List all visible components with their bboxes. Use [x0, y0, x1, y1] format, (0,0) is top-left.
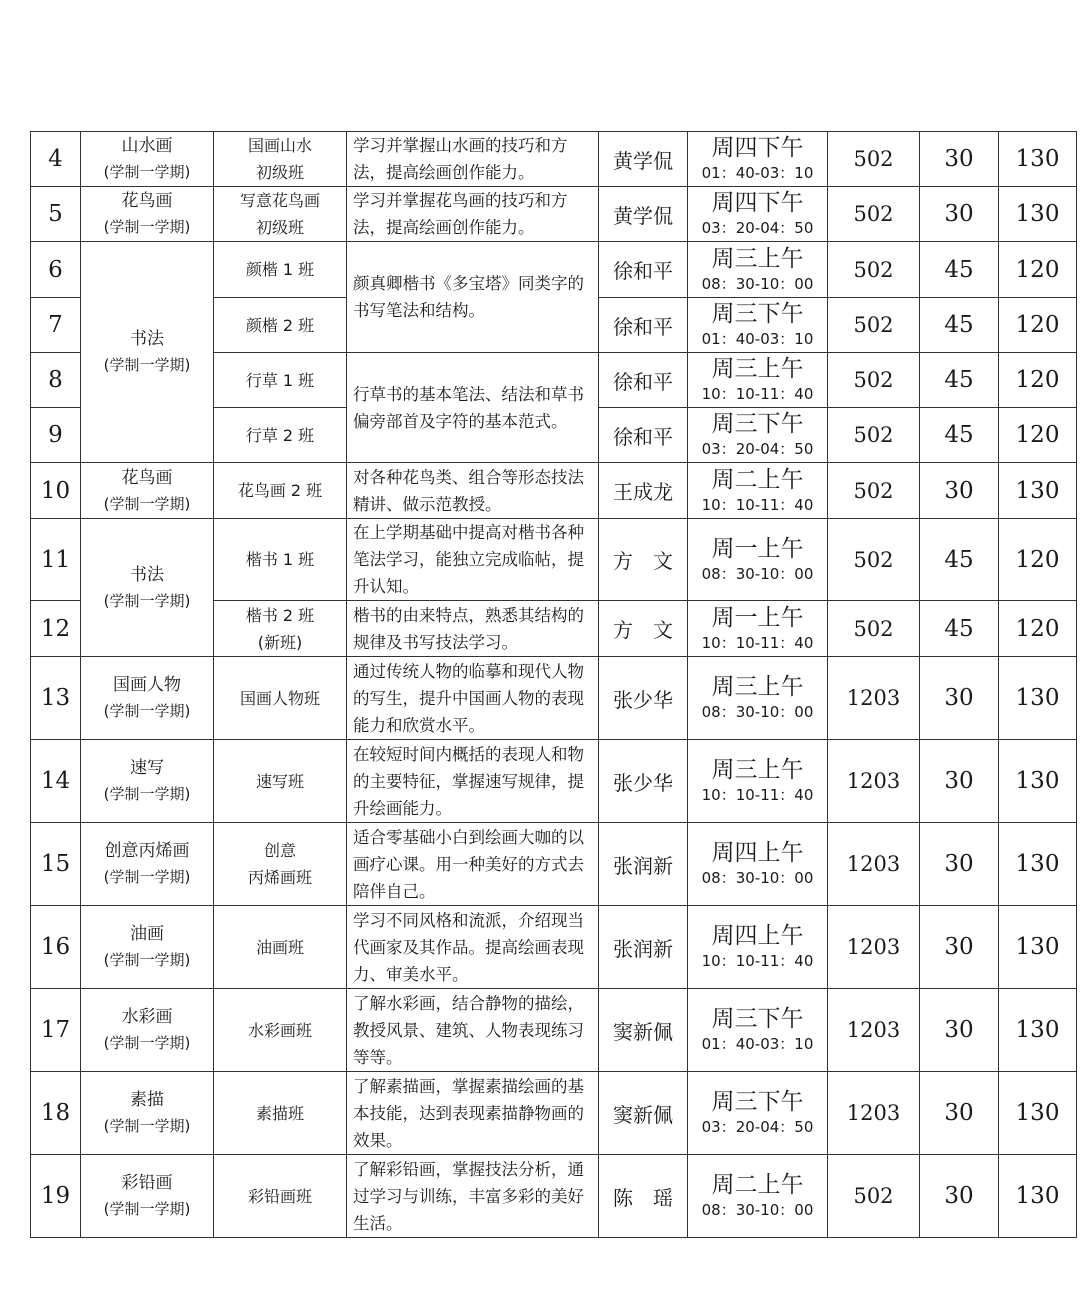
fee: 120	[999, 408, 1077, 463]
row-number: 17	[31, 989, 81, 1072]
teacher: 窦新佩	[599, 1072, 688, 1155]
capacity: 45	[920, 353, 999, 408]
course-name: 油画 (学制一学期)	[81, 906, 214, 989]
capacity: 30	[920, 906, 999, 989]
course-schedule-table	[30, 131, 1077, 1238]
course-name: 书法 (学制一学期)	[81, 242, 214, 463]
table-row	[31, 657, 1077, 740]
course-description: 颜真卿楷书《多宝塔》同类字的书写笔法和结构。	[347, 242, 599, 353]
class-name: 颜楷 2 班	[214, 298, 347, 353]
teacher: 方 文	[599, 519, 688, 601]
course-description: 了解彩铅画，掌握技法分析，通过学习与训练，丰富多彩的美好生活。	[347, 1155, 599, 1238]
course-description: 在较短时间内概括的表现人和物的主要特征，掌握速写规律，提升绘画能力。	[347, 740, 599, 823]
capacity: 30	[920, 187, 999, 242]
fee: 130	[999, 657, 1077, 740]
course-description: 对各种花鸟类、组合等形态技法精讲、做示范教授。	[347, 463, 599, 519]
class-time: 周二上午 10：10-11：40	[688, 463, 828, 519]
teacher: 徐和平	[599, 408, 688, 463]
class-time: 周三下午 03：20-04：50	[688, 1072, 828, 1155]
room: 502	[828, 132, 920, 187]
course-name: 素描 (学制一学期)	[81, 1072, 214, 1155]
capacity: 45	[920, 298, 999, 353]
teacher: 方 文	[599, 601, 688, 657]
row-number: 6	[31, 242, 81, 298]
room: 1203	[828, 740, 920, 823]
fee: 130	[999, 463, 1077, 519]
row-number: 9	[31, 408, 81, 463]
class-name: 行草 1 班	[214, 353, 347, 408]
class-name: 写意花鸟画 初级班	[214, 187, 347, 242]
course-description: 在上学期基础中提高对楷书各种笔法学习，能独立完成临帖，提升认知。	[347, 519, 599, 601]
class-time: 周四下午 01：40-03：10	[688, 132, 828, 187]
fee: 130	[999, 132, 1077, 187]
fee: 130	[999, 187, 1077, 242]
teacher: 王成龙	[599, 463, 688, 519]
course-description: 学习并掌握山水画的技巧和方法，提高绘画创作能力。	[347, 132, 599, 187]
row-number: 7	[31, 298, 81, 353]
table-row	[31, 989, 1077, 1072]
course-description: 楷书的由来特点，熟悉其结构的规律及书写技法学习。	[347, 601, 599, 657]
fee: 130	[999, 823, 1077, 906]
row-number: 5	[31, 187, 81, 242]
class-time: 周二上午 08：30-10：00	[688, 1155, 828, 1238]
fee: 130	[999, 906, 1077, 989]
course-description: 了解水彩画，结合静物的描绘，教授风景、建筑、人物表现练习等等。	[347, 989, 599, 1072]
class-name: 国画山水 初级班	[214, 132, 347, 187]
table-row	[31, 187, 1077, 242]
teacher: 徐和平	[599, 353, 688, 408]
course-description: 通过传统人物的临摹和现代人物的写生，提升中国画人物的表现能力和欣赏水平。	[347, 657, 599, 740]
room: 502	[828, 408, 920, 463]
capacity: 30	[920, 740, 999, 823]
room: 502	[828, 1155, 920, 1238]
row-number: 4	[31, 132, 81, 187]
room: 1203	[828, 989, 920, 1072]
capacity: 30	[920, 823, 999, 906]
table-row	[31, 823, 1077, 906]
fee: 120	[999, 601, 1077, 657]
teacher: 徐和平	[599, 298, 688, 353]
teacher: 陈 瑶	[599, 1155, 688, 1238]
class-time: 周三上午 10：10-11：40	[688, 353, 828, 408]
course-description: 行草书的基本笔法、结法和草书偏旁部首及字符的基本范式。	[347, 353, 599, 463]
class-time: 周四上午 10：10-11：40	[688, 906, 828, 989]
row-number: 13	[31, 657, 81, 740]
class-time: 周四上午 08：30-10：00	[688, 823, 828, 906]
class-name: 国画人物班	[214, 657, 347, 740]
row-number: 18	[31, 1072, 81, 1155]
class-name: 颜楷 1 班	[214, 242, 347, 298]
class-name: 速写班	[214, 740, 347, 823]
teacher: 张少华	[599, 740, 688, 823]
class-time: 周四下午 03：20-04：50	[688, 187, 828, 242]
class-time: 周一上午 10：10-11：40	[688, 601, 828, 657]
row-number: 10	[31, 463, 81, 519]
room: 502	[828, 242, 920, 298]
fee: 120	[999, 519, 1077, 601]
teacher: 黄学侃	[599, 132, 688, 187]
fee: 130	[999, 1072, 1077, 1155]
course-name: 书法 (学制一学期)	[81, 519, 214, 657]
class-name: 彩铅画班	[214, 1155, 347, 1238]
class-name: 油画班	[214, 906, 347, 989]
course-description: 学习不同风格和流派，介绍现当代画家及其作品。提高绘画表现力、审美水平。	[347, 906, 599, 989]
row-number: 19	[31, 1155, 81, 1238]
capacity: 45	[920, 519, 999, 601]
capacity: 30	[920, 463, 999, 519]
row-number: 16	[31, 906, 81, 989]
course-name: 创意丙烯画 (学制一学期)	[81, 823, 214, 906]
fee: 120	[999, 242, 1077, 298]
capacity: 30	[920, 657, 999, 740]
fee: 130	[999, 740, 1077, 823]
room: 502	[828, 187, 920, 242]
class-name: 水彩画班	[214, 989, 347, 1072]
class-name: 花鸟画 2 班	[214, 463, 347, 519]
table-row	[31, 906, 1077, 989]
room: 1203	[828, 823, 920, 906]
class-time: 周三下午 01：40-03：10	[688, 989, 828, 1072]
room: 502	[828, 298, 920, 353]
course-name: 水彩画 (学制一学期)	[81, 989, 214, 1072]
table-row	[31, 463, 1077, 519]
course-name: 花鸟画 (学制一学期)	[81, 187, 214, 242]
row-number: 14	[31, 740, 81, 823]
course-description: 适合零基础小白到绘画大咖的以画疗心课。用一种美好的方式去陪伴自己。	[347, 823, 599, 906]
class-time: 周三上午 08：30-10：00	[688, 657, 828, 740]
class-time: 周一上午 08：30-10：00	[688, 519, 828, 601]
table-row	[31, 132, 1077, 187]
teacher: 张润新	[599, 823, 688, 906]
room: 502	[828, 353, 920, 408]
teacher: 黄学侃	[599, 187, 688, 242]
class-name: 创意 丙烯画班	[214, 823, 347, 906]
class-time: 周三下午 01：40-03：10	[688, 298, 828, 353]
teacher: 窦新佩	[599, 989, 688, 1072]
room: 1203	[828, 657, 920, 740]
capacity: 30	[920, 989, 999, 1072]
row-number: 15	[31, 823, 81, 906]
teacher: 张润新	[599, 906, 688, 989]
class-time: 周三上午 08：30-10：00	[688, 242, 828, 298]
course-name: 彩铅画 (学制一学期)	[81, 1155, 214, 1238]
room: 1203	[828, 906, 920, 989]
course-name: 速写 (学制一学期)	[81, 740, 214, 823]
table-row	[31, 519, 1077, 601]
class-name: 行草 2 班	[214, 408, 347, 463]
capacity: 30	[920, 1155, 999, 1238]
table-row	[31, 740, 1077, 823]
capacity: 30	[920, 1072, 999, 1155]
course-name: 花鸟画 (学制一学期)	[81, 463, 214, 519]
class-name: 楷书 1 班	[214, 519, 347, 601]
teacher: 张少华	[599, 657, 688, 740]
course-description: 学习并掌握花鸟画的技巧和方法，提高绘画创作能力。	[347, 187, 599, 242]
fee: 130	[999, 1155, 1077, 1238]
capacity: 45	[920, 408, 999, 463]
teacher: 徐和平	[599, 242, 688, 298]
class-name: 楷书 2 班 (新班)	[214, 601, 347, 657]
fee: 120	[999, 353, 1077, 408]
fee: 130	[999, 989, 1077, 1072]
table-row	[31, 1155, 1077, 1238]
course-description: 了解素描画，掌握素描绘画的基本技能，达到表现素描静物画的效果。	[347, 1072, 599, 1155]
row-number: 12	[31, 601, 81, 657]
course-name: 国画人物 (学制一学期)	[81, 657, 214, 740]
table-row	[31, 1072, 1077, 1155]
capacity: 45	[920, 242, 999, 298]
course-name: 山水画 (学制一学期)	[81, 132, 214, 187]
room: 502	[828, 601, 920, 657]
capacity: 45	[920, 601, 999, 657]
row-number: 11	[31, 519, 81, 601]
row-number: 8	[31, 353, 81, 408]
class-time: 周三上午 10：10-11：40	[688, 740, 828, 823]
capacity: 30	[920, 132, 999, 187]
fee: 120	[999, 298, 1077, 353]
table-row	[31, 242, 1077, 298]
room: 502	[828, 463, 920, 519]
room: 1203	[828, 1072, 920, 1155]
class-name: 素描班	[214, 1072, 347, 1155]
class-time: 周三下午 03：20-04：50	[688, 408, 828, 463]
room: 502	[828, 519, 920, 601]
